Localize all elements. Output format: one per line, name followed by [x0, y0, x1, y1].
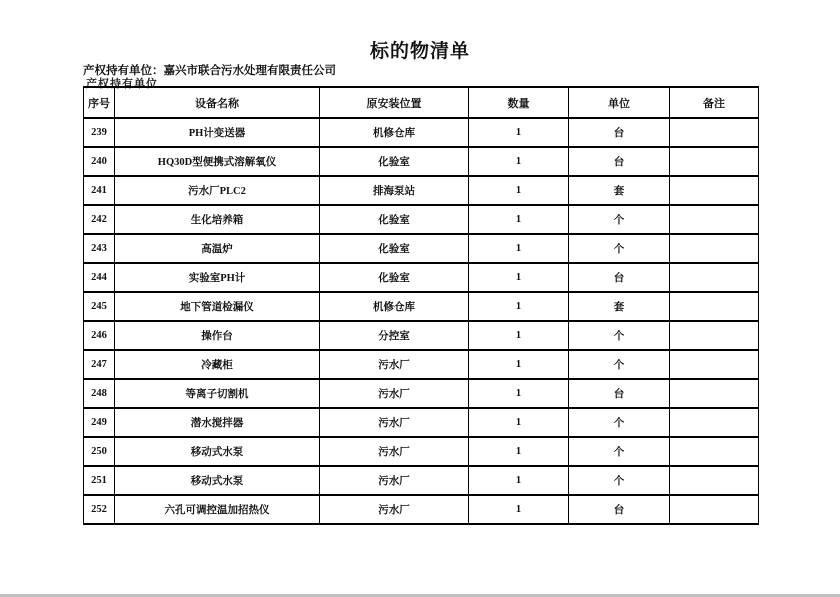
header-remarks: 备注	[670, 87, 759, 118]
header-quantity: 数量	[469, 87, 569, 118]
cell-quantity: 1	[469, 408, 569, 437]
cell-quantity: 1	[469, 292, 569, 321]
cell-original-install-location: 污水厂	[320, 379, 469, 408]
cell-original-install-location: 污水厂	[320, 495, 469, 524]
table-row	[84, 263, 759, 292]
cell-serial-number: 241	[84, 176, 115, 205]
cell-original-install-location: 化验室	[320, 234, 469, 263]
cell-original-install-location: 化验室	[320, 263, 469, 292]
cell-quantity: 1	[469, 350, 569, 379]
cell-equipment-name: 冷藏柜	[115, 350, 320, 379]
cell-remarks	[670, 495, 759, 524]
cell-original-install-location: 机修仓库	[320, 292, 469, 321]
cell-remarks	[670, 292, 759, 321]
cell-unit: 个	[569, 437, 670, 466]
cell-remarks	[670, 234, 759, 263]
cell-unit: 套	[569, 176, 670, 205]
cell-unit: 个	[569, 205, 670, 234]
cell-quantity: 1	[469, 321, 569, 350]
cell-original-install-location: 污水厂	[320, 350, 469, 379]
header-original-install-location: 原安装位置	[320, 87, 469, 118]
cell-equipment-name: 实验室PH计	[115, 263, 320, 292]
cell-remarks	[670, 205, 759, 234]
cell-original-install-location: 机修仓库	[320, 118, 469, 147]
cell-equipment-name: 生化培养箱	[115, 205, 320, 234]
cell-remarks	[670, 176, 759, 205]
cell-original-install-location: 污水厂	[320, 437, 469, 466]
cell-unit: 个	[569, 321, 670, 350]
table-row	[84, 350, 759, 379]
cell-quantity: 1	[469, 263, 569, 292]
cell-remarks	[670, 350, 759, 379]
cell-equipment-name: 六孔可调控温加招热仪	[115, 495, 320, 524]
cell-unit: 台	[569, 379, 670, 408]
cell-equipment-name: PH计变送器	[115, 118, 320, 147]
cell-remarks	[670, 437, 759, 466]
cell-original-install-location: 化验室	[320, 147, 469, 176]
cell-unit: 套	[569, 292, 670, 321]
cell-remarks	[670, 147, 759, 176]
cell-equipment-name: 操作台	[115, 321, 320, 350]
cell-remarks	[670, 379, 759, 408]
asset-table	[83, 86, 759, 525]
clipped-text-artifact: 产权持有单位	[86, 78, 158, 90]
cell-equipment-name: 潜水搅拌器	[115, 408, 320, 437]
cell-serial-number: 242	[84, 205, 115, 234]
cell-original-install-location: 化验室	[320, 205, 469, 234]
cell-remarks	[670, 466, 759, 495]
cell-serial-number: 251	[84, 466, 115, 495]
header-serial-number: 序号	[84, 87, 115, 118]
table-row	[84, 292, 759, 321]
cell-quantity: 1	[469, 466, 569, 495]
cell-unit: 台	[569, 118, 670, 147]
table-row	[84, 118, 759, 147]
cell-serial-number: 248	[84, 379, 115, 408]
cell-quantity: 1	[469, 437, 569, 466]
cell-serial-number: 244	[84, 263, 115, 292]
page-title: 标的物清单	[369, 41, 470, 62]
cell-quantity: 1	[469, 176, 569, 205]
table-row	[84, 176, 759, 205]
cell-serial-number: 240	[84, 147, 115, 176]
cell-original-install-location: 分控室	[320, 321, 469, 350]
header-unit: 单位	[569, 87, 670, 118]
cell-unit: 个	[569, 350, 670, 379]
table-row	[84, 408, 759, 437]
cell-equipment-name: 移动式水泵	[115, 466, 320, 495]
cell-equipment-name: 高温炉	[115, 234, 320, 263]
cell-remarks	[670, 263, 759, 292]
cell-remarks	[670, 408, 759, 437]
cell-quantity: 1	[469, 147, 569, 176]
table-row	[84, 495, 759, 524]
cell-unit: 个	[569, 408, 670, 437]
cell-unit: 个	[569, 234, 670, 263]
cell-serial-number: 249	[84, 408, 115, 437]
asset-table-header	[84, 87, 759, 118]
cell-equipment-name: 移动式水泵	[115, 437, 320, 466]
table-row	[84, 205, 759, 234]
table-row	[84, 466, 759, 495]
cell-quantity: 1	[469, 118, 569, 147]
cell-unit: 台	[569, 495, 670, 524]
cell-unit: 台	[569, 147, 670, 176]
cell-serial-number: 246	[84, 321, 115, 350]
cell-serial-number: 247	[84, 350, 115, 379]
cell-serial-number: 243	[84, 234, 115, 263]
cell-quantity: 1	[469, 495, 569, 524]
table-row	[84, 147, 759, 176]
cell-serial-number: 245	[84, 292, 115, 321]
cell-original-install-location: 污水厂	[320, 466, 469, 495]
cell-quantity: 1	[469, 234, 569, 263]
cell-equipment-name: HQ30D型便携式溶解氧仪	[115, 147, 320, 176]
table-row	[84, 234, 759, 263]
cell-serial-number: 252	[84, 495, 115, 524]
cell-unit: 台	[569, 263, 670, 292]
asset-table-body	[84, 118, 759, 524]
cell-remarks	[670, 321, 759, 350]
header-row	[84, 87, 759, 118]
cell-serial-number: 250	[84, 437, 115, 466]
cell-quantity: 1	[469, 379, 569, 408]
table-row	[84, 437, 759, 466]
cell-original-install-location: 污水厂	[320, 408, 469, 437]
cell-quantity: 1	[469, 205, 569, 234]
header-equipment-name: 设备名称	[115, 87, 320, 118]
cell-equipment-name: 污水厂PLC2	[115, 176, 320, 205]
cell-equipment-name: 地下管道检漏仪	[115, 292, 320, 321]
cell-unit: 个	[569, 466, 670, 495]
cell-serial-number: 239	[84, 118, 115, 147]
owner-line: 产权持有单位：嘉兴市联合污水处理有限责任公司	[83, 65, 336, 77]
table-row	[84, 379, 759, 408]
table-row	[84, 321, 759, 350]
cell-equipment-name: 等离子切割机	[115, 379, 320, 408]
cell-original-install-location: 排海泵站	[320, 176, 469, 205]
cell-remarks	[670, 118, 759, 147]
